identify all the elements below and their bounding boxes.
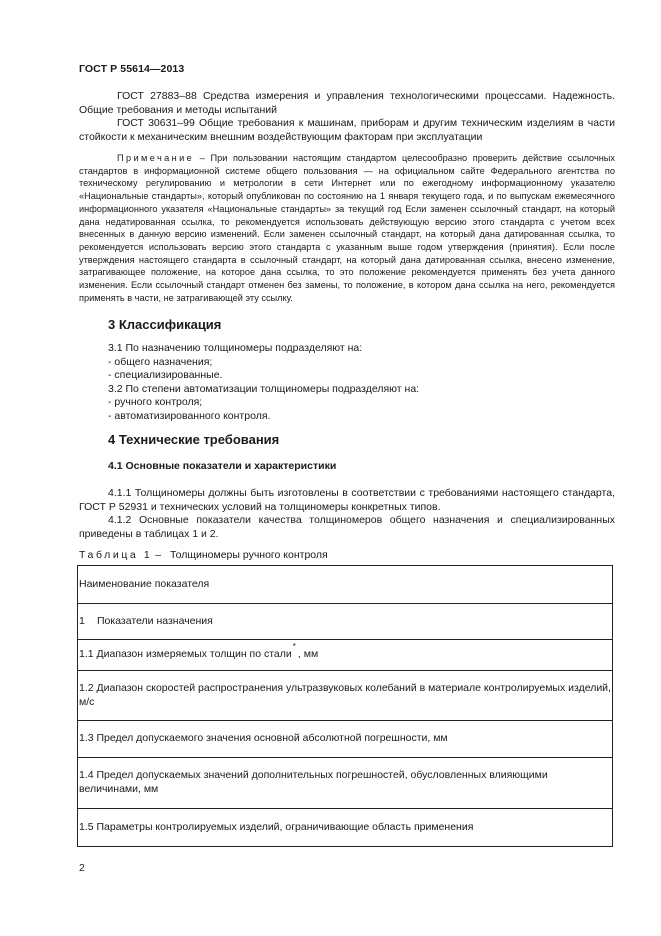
page-number: 2 <box>79 862 85 874</box>
row-text: Показатели назначения <box>97 614 213 627</box>
table-row <box>78 809 613 847</box>
list-item: - автоматизированного контроля. <box>108 409 271 422</box>
list-item: - специализированные. <box>108 369 223 382</box>
table-cell <box>78 640 613 671</box>
normative-references <box>79 90 615 144</box>
table-cell: 1.5 Параметры контролируемых изделий, ограничивающие область применения <box>78 809 613 847</box>
table-row <box>78 640 613 671</box>
paragraph-4-1-1: 4.1.1 Толщиномеры должны быть изготовлены в соответствии с требованиями настоящего стандарта, ГОСТ Р 52931 и технических условий на толщиномеры конкретных типов. <box>79 487 615 513</box>
list-item: - ручного контроля; <box>108 396 203 409</box>
table-row <box>78 758 613 809</box>
table-1 <box>77 565 613 847</box>
table-caption-dash: – <box>152 549 165 561</box>
note-text: – При пользовании настоящим стандартом целесообразно проверить действие ссылочных стандартов в информационной системе общего пользования — на официальном сайте Федерального агентства по техническому регулированию и метрологии в сети Интернет или по ежегодному информационному указателю «Национальные стандарты», который опубликован по состоянию на 1 января текущего года, и по выпускам ежемесячного информационного указателя «Национальные стандарты» за текущий год Если заменен ссылочный стандарт, на который дана недатированная ссылка, то рекомендуется использовать действующую версию этого стандарта с учетом всех внесенных в данную версию изменений. Если заменен ссылочный стандарт, на который дана датированная ссылка, то рекомендуется использовать версию этого стандарта с указанным выше годом утверждения (принятия). Если после утверждения настоящего стандарта в ссылочный стандарт, на который дана датированная ссылка, внесено изменение, затрагивающее положение, на которое дана ссылка, то это положение рекомендуется применять без учета данного изменения. Если ссылочный стандарт отменен без замены, то положение, в котором дана ссылка на него, рекомендуется применять в части, не затрагивающей эту ссылку. <box>79 153 615 303</box>
table-header-cell: Наименование показателя <box>78 566 613 604</box>
row-text: 1.1 Диапазон измеряемых толщин по стали <box>79 648 292 661</box>
row-unit: , мм <box>297 648 319 661</box>
row-number: 1 <box>79 614 85 627</box>
section-3-list <box>108 342 419 424</box>
paragraph-4-1-2: 4.1.2 Основные показатели качества толщиномеров общего назначения и специализированных приведены в таблицах 1 и 2. <box>79 514 615 540</box>
table-cell: 1.2 Диапазон скоростей распространения ультразвуковых колебаний в материале контролируемых изделий, м/с <box>78 671 613 721</box>
table-caption-title: Толщиномеры ручного контроля <box>170 549 328 561</box>
document-header-code: ГОСТ Р 55614—2013 <box>79 63 185 75</box>
list-item: 3.1 По назначению толщиномеры подразделяют на: <box>108 342 363 354</box>
table-cell: 1.3 Предел допускаемого значения основной абсолютной погрешности, мм <box>78 721 613 758</box>
table-row <box>78 671 613 721</box>
section-3-heading: 3 Классификация <box>108 317 222 332</box>
list-item: - общего назначения; <box>108 355 213 368</box>
subsection-4-1-heading: 4.1 Основные показатели и характеристики <box>108 460 337 472</box>
list-item: 3.2 По степени автоматизации толщиномеры подразделяют на: <box>108 382 420 395</box>
reference-gost-27883: ГОСТ 27883–88 Средства измерения и управления технологическими процессами. Надежность. Общие требования и методы испытаний <box>79 90 615 116</box>
table-header-row <box>78 566 613 604</box>
note-paragraph <box>79 152 615 304</box>
section-4-heading: 4 Технические требования <box>108 432 280 447</box>
note-label: Примечание <box>117 153 195 163</box>
table-caption <box>79 549 328 561</box>
table-caption-label: Таблица 1 <box>79 549 153 561</box>
table-row <box>78 721 613 758</box>
footnote-marker: * <box>292 642 296 652</box>
table-cell <box>78 604 613 640</box>
table-cell: 1.4 Предел допускаемых значений дополнительных погрешностей, обусловленных влияющими величинами, мм <box>78 758 613 809</box>
table-row <box>78 604 613 640</box>
section-4-paragraphs <box>79 487 615 541</box>
reference-gost-30631: ГОСТ 30631–99 Общие требования к машинам, приборам и другим техническим изделиям в части стойкости к механическим внешним воздействующим факторам при эксплуатации <box>79 117 615 143</box>
